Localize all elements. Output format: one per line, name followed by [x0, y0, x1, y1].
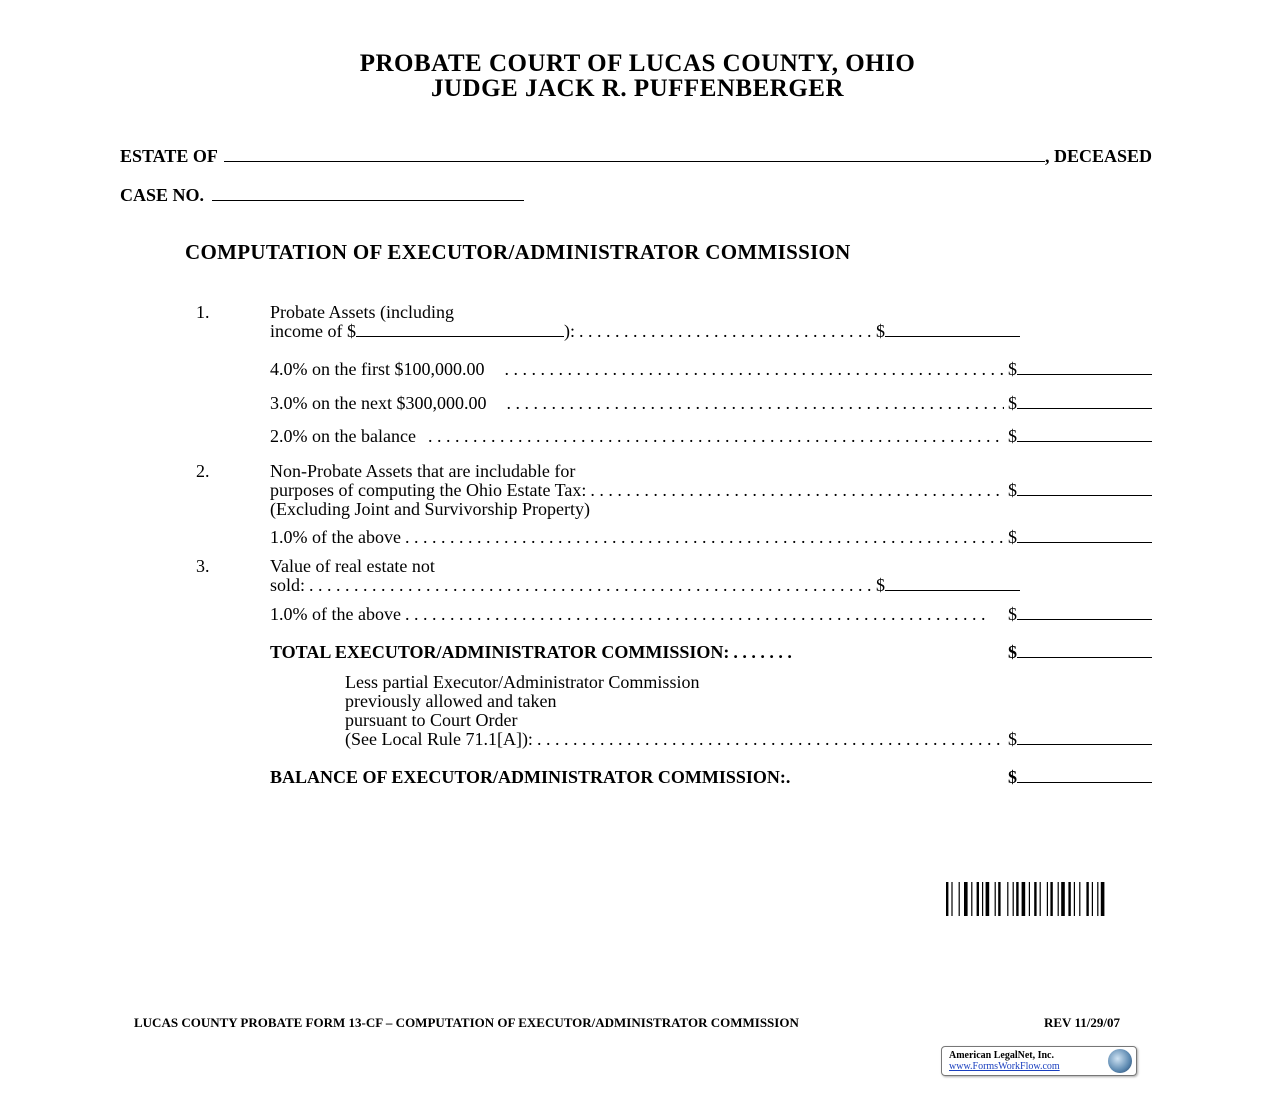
pct1a-label: 1.0% of the above	[270, 527, 401, 547]
dot-leader	[405, 527, 1004, 548]
dollar-sign: $	[876, 575, 885, 595]
nonprobate-label: Non-Probate Assets that are includable for	[270, 461, 576, 481]
footer-revision: REV 11/29/07	[1044, 1015, 1120, 1030]
court-title: PROBATE COURT OF LUCAS COUNTY, OHIO	[359, 50, 916, 77]
barcode-bar	[1022, 882, 1026, 916]
realestate-label-2: sold:	[270, 575, 306, 595]
barcode-bar	[1034, 882, 1036, 916]
barcode-bar	[1061, 882, 1065, 916]
probate-label: Probate Assets (including	[270, 302, 454, 322]
probate-row	[270, 321, 1020, 342]
dollar-sign: $	[1008, 426, 1017, 446]
barcode-bar	[951, 882, 952, 916]
barcode-bar	[964, 882, 968, 916]
barcode-bar	[982, 882, 983, 916]
total-amount-blank[interactable]	[1017, 643, 1152, 658]
barcode-bar	[1101, 882, 1105, 916]
pct1a-row	[270, 527, 1152, 548]
balance-label: BALANCE OF EXECUTOR/ADMINISTRATOR COMMISSION:.	[270, 767, 791, 787]
barcode-bar	[995, 882, 996, 916]
dot-leader	[428, 426, 1004, 447]
pct1b-amount-blank[interactable]	[1017, 605, 1152, 620]
footer-form-name: LUCAS COUNTY PROBATE FORM 13-CF – COMPUTATION OF EXECUTOR/ADMINISTRATOR COMMISSION	[134, 1015, 799, 1030]
balance-amount-blank[interactable]	[1017, 768, 1152, 783]
income-blank[interactable]	[356, 322, 564, 337]
less-label-1: Less partial Executor/Administrator Commission	[345, 672, 700, 692]
dollar-sign: $	[1008, 359, 1017, 379]
dollar-sign: $	[1008, 604, 1017, 624]
pct3-row	[270, 393, 1152, 414]
barcode-bar	[1068, 882, 1070, 916]
logo-name: American LegalNet, Inc.	[949, 1050, 1054, 1061]
pct2-amount-blank[interactable]	[1017, 427, 1152, 442]
pct4-label: 4.0% on the first $100,000.00	[270, 359, 485, 379]
pct3-label: 3.0% on the next $300,000.00	[270, 393, 487, 413]
estate-name-blank[interactable]	[224, 145, 1045, 162]
barcode-bar	[986, 882, 990, 916]
item-number-3: 3.	[196, 556, 210, 576]
pct2-label: 2.0% on the balance	[270, 426, 416, 446]
barcode-bar	[1097, 882, 1098, 916]
globe-icon	[1108, 1049, 1132, 1073]
barcode-bar	[1007, 882, 1008, 916]
nonprobate-row	[270, 480, 1152, 501]
pct4-row	[270, 359, 1152, 380]
american-legalnet-logo[interactable]	[941, 1046, 1137, 1076]
dollar-sign: $	[1008, 393, 1017, 413]
barcode-bar	[1058, 882, 1059, 916]
pct1b-label: 1.0% of the above	[270, 604, 401, 624]
item-number-2: 2.	[196, 461, 210, 481]
barcode-bar	[1050, 882, 1052, 916]
barcode-bar	[1074, 882, 1075, 916]
barcode-bar	[998, 882, 1000, 916]
income-close: ):	[563, 321, 575, 341]
less-label-3: pursuant to Court Order	[345, 710, 518, 730]
less-row	[345, 729, 1152, 750]
barcode-bar	[1013, 882, 1014, 916]
pct1b-row	[270, 604, 1152, 625]
dollar-sign: $	[876, 321, 885, 341]
form-title: COMPUTATION OF EXECUTOR/ADMINISTRATOR COMMISSION	[185, 240, 851, 264]
pct4-amount-blank[interactable]	[1017, 360, 1152, 375]
dot-leader	[504, 359, 1004, 380]
dot-leader	[579, 321, 872, 342]
barcode-bar	[946, 882, 948, 916]
barcode-bar	[1016, 882, 1018, 916]
barcode	[946, 882, 1152, 916]
pct1a-amount-blank[interactable]	[1017, 528, 1152, 543]
less-label-2: previously allowed and taken	[345, 691, 557, 711]
judge-title: JUDGE JACK R. PUFFENBERGER	[430, 75, 844, 102]
pct3-amount-blank[interactable]	[1017, 394, 1152, 409]
barcode-bar	[959, 882, 960, 916]
income-label: income of $	[270, 321, 356, 341]
dot-leader	[309, 575, 872, 596]
realestate-amount-blank[interactable]	[885, 576, 1020, 591]
dollar-sign: $	[1008, 729, 1017, 749]
barcode-bar	[1092, 882, 1093, 916]
item-number-1: 1.	[196, 302, 210, 322]
realestate-row	[270, 575, 1020, 596]
dot-leader	[733, 642, 793, 663]
barcode-bar	[971, 882, 972, 916]
case-label: CASE NO.	[120, 185, 205, 205]
dollar-sign: $	[1008, 527, 1017, 547]
barcode-bar	[1086, 882, 1088, 916]
case-no-field	[120, 184, 524, 206]
less-amount-blank[interactable]	[1017, 730, 1152, 745]
barcode-bar	[1047, 882, 1048, 916]
logo-url-link[interactable]: www.FormsWorkFlow.com	[949, 1061, 1060, 1072]
total-row	[270, 642, 1152, 663]
dollar-sign: $	[1008, 480, 1017, 500]
case-no-blank[interactable]	[212, 184, 524, 201]
total-label: TOTAL EXECUTOR/ADMINISTRATOR COMMISSION:	[270, 642, 730, 662]
estate-of-field	[120, 145, 1152, 167]
probate-amount-blank[interactable]	[885, 322, 1020, 337]
dot-leader	[405, 604, 988, 625]
barcode-bar	[1040, 882, 1041, 916]
nonprobate-label-2: purposes of computing the Ohio Estate Tax:	[270, 480, 587, 500]
nonprobate-exclusion: (Excluding Joint and Survivorship Property)	[270, 499, 590, 519]
dot-leader	[537, 729, 1004, 750]
barcode-bar	[1029, 882, 1030, 916]
deceased-label: , DECEASED	[1044, 146, 1152, 166]
less-label-4: (See Local Rule 71.1[A]):	[345, 729, 533, 749]
balance-row	[270, 767, 1152, 788]
estate-label: ESTATE OF	[120, 146, 218, 166]
pct2-row	[270, 426, 1152, 447]
nonprobate-amount-blank[interactable]	[1017, 481, 1152, 496]
dollar-sign: $	[1008, 642, 1017, 662]
realestate-label: Value of real estate not	[270, 556, 435, 576]
dot-leader	[590, 480, 1004, 501]
dollar-sign: $	[1008, 767, 1017, 787]
barcode-bar	[1079, 882, 1080, 916]
dot-leader	[506, 393, 1004, 414]
barcode-bar	[977, 882, 979, 916]
